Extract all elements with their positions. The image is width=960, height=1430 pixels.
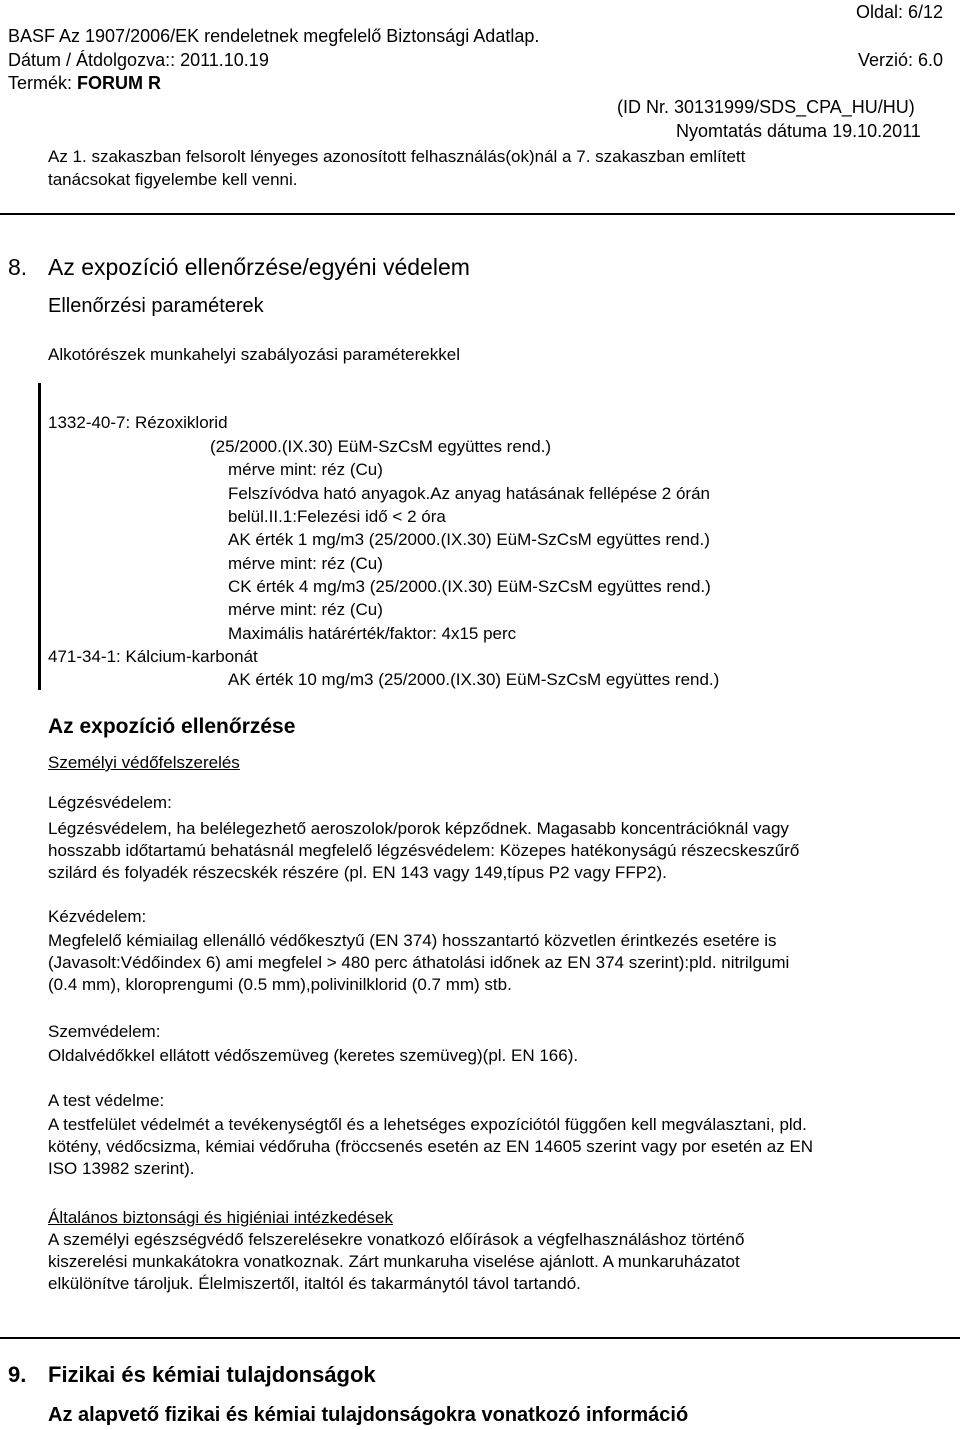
hand-text: Megfelelő kémiailag ellenálló védőkesztyű (EN 374) hosszantartó közvetlen érintkezés esetére is xyxy=(48,931,777,950)
section-8-title: Az expozíció ellenőrzése/egyéni védelem xyxy=(48,254,470,280)
respiratory-text: hosszabb időtartamú behatásnál megfelelő légzésvédelem: Közepes hatékonyságú részecskeszűrő xyxy=(48,841,800,860)
respiratory-protection xyxy=(48,792,948,884)
product-line xyxy=(8,73,161,94)
general-text: elkülönítve tároljuk. Élelmiszertől, italtól és takarmánytól távol tartandó. xyxy=(48,1274,581,1293)
substance-2-name: 471-34-1: Kálcium-karbonát xyxy=(48,647,258,666)
section-divider xyxy=(0,1337,960,1339)
substance-1-line: CK érték 4 mg/m3 (25/2000.(IX.30) EüM-SzCsM együttes rend.) xyxy=(228,577,711,596)
intro-line-1: Az 1. szakaszban felsorolt lényeges azonosított felhasználás(ok)nál a 7. szakaszban említett xyxy=(48,147,746,166)
general-safety xyxy=(48,1207,948,1295)
page-number: Oldal: 6/12 xyxy=(856,2,944,22)
substance-1-name: 1332-40-7: Rézoxiklorid xyxy=(48,413,228,432)
body-text: kötény, védőcsizma, kémiai védőruha (fröccsenés esetén az EN 14605 szerint vagy por esetén az EN xyxy=(48,1137,814,1156)
substance-1-line: mérve mint: réz (Cu) xyxy=(228,600,383,619)
substance-1-line: Felszívódva ható anyagok.Az anyag hatásának fellépése 2 órán xyxy=(228,484,710,503)
general-text: A személyi egészségvédő felszerelésekre vonatkozó előírások a végfelhasználáshoz történő xyxy=(48,1230,745,1249)
table-left-bar xyxy=(38,383,41,690)
body-label: A test védelme: xyxy=(48,1091,165,1110)
general-text: kiszerelési munkakátokra vonatkoznak. Zárt munkaruha viselése ajánlott. A munkaruházatot xyxy=(48,1252,740,1271)
eye-text: Oldalvédőkkel ellátott védőszemüveg (keretes szemüveg)(pl. EN 166). xyxy=(48,1046,579,1065)
exposure-control-heading: Az expozíció ellenőrzése xyxy=(48,715,296,738)
eye-label: Szemvédelem: xyxy=(48,1022,161,1041)
ppe-heading: Személyi védőfelszerelés xyxy=(48,753,240,772)
intro-line-2: tanácsokat figyelembe kell venni. xyxy=(48,170,298,189)
hand-protection xyxy=(48,906,948,996)
components-heading: Alkotórészek munkahelyi szabályozási paraméterekkel xyxy=(48,345,460,364)
product-name: FORUM R xyxy=(77,73,162,93)
substance-1-line: mérve mint: réz (Cu) xyxy=(228,554,383,573)
substance-2-line: AK érték 10 mg/m3 (25/2000.(IX.30) EüM-SzCsM együttes rend.) xyxy=(228,670,720,689)
substance-1-line: (25/2000.(IX.30) EüM-SzCsM együttes rend.) xyxy=(210,437,552,456)
document-id: (ID Nr. 30131999/SDS_CPA_HU/HU) xyxy=(617,97,915,117)
substance-1-line: AK érték 1 mg/m3 (25/2000.(IX.30) EüM-SzCsM együttes rend.) xyxy=(228,530,710,549)
hand-text: (0.4 mm), kloroprengumi (0.5 mm),polivinilklorid (0.7 mm) stb. xyxy=(48,975,512,994)
body-text: ISO 13982 szerint). xyxy=(48,1159,195,1178)
control-parameters-heading: Ellenőrzési paraméterek xyxy=(48,295,264,317)
substance-1-line: mérve mint: réz (Cu) xyxy=(228,460,383,479)
section-9-number: 9. xyxy=(8,1362,27,1387)
eye-protection xyxy=(48,1021,948,1067)
revision-date: Dátum / Átdolgozva:: 2011.10.19 xyxy=(8,50,269,70)
document-title: BASF Az 1907/2006/EK rendeletnek megfelelő Biztonsági Adatlap. xyxy=(8,26,540,46)
body-protection xyxy=(48,1090,948,1180)
section-9-title: Fizikai és kémiai tulajdonságok xyxy=(48,1362,376,1387)
respiratory-text: Légzésvédelem, ha belélegezhető aeroszolok/porok képződnek. Magasabb koncentrációknál vagy xyxy=(48,819,789,838)
substance-1-line: belül.II.1:Felezési idő < 2 óra xyxy=(228,507,446,526)
substance-1-line: Maximális határérték/faktor: 4x15 perc xyxy=(228,624,517,643)
body-text: A testfelület védelmét a tevékenységtől és a lehetséges expozíciótól függően kell megválasztani, pld. xyxy=(48,1115,807,1134)
product-prefix: Termék: xyxy=(8,73,78,93)
version: Verzió: 6.0 xyxy=(858,50,944,70)
hand-text: (Javasolt:Védőindex 6) ami megfelel > 480 perc áthatolási időnek az EN 374 szerint):pld. nitrilgumi xyxy=(48,953,790,972)
section-divider xyxy=(0,213,955,215)
respiratory-text: szilárd és folyadék részecskék részére (pl. EN 143 vagy 149,típus P2 vagy FFP2). xyxy=(48,863,667,882)
section-8-number: 8. xyxy=(8,254,28,280)
respiratory-label: Légzésvédelem: xyxy=(48,793,172,812)
hand-label: Kézvédelem: xyxy=(48,907,147,926)
print-date: Nyomtatás dátuma 19.10.2011 xyxy=(676,121,921,141)
section-9-subtitle: Az alapvető fizikai és kémiai tulajdonságokra vonatkozó információ xyxy=(48,1404,689,1426)
general-label: Általános biztonsági és higiéniai intézkedések xyxy=(48,1208,393,1227)
